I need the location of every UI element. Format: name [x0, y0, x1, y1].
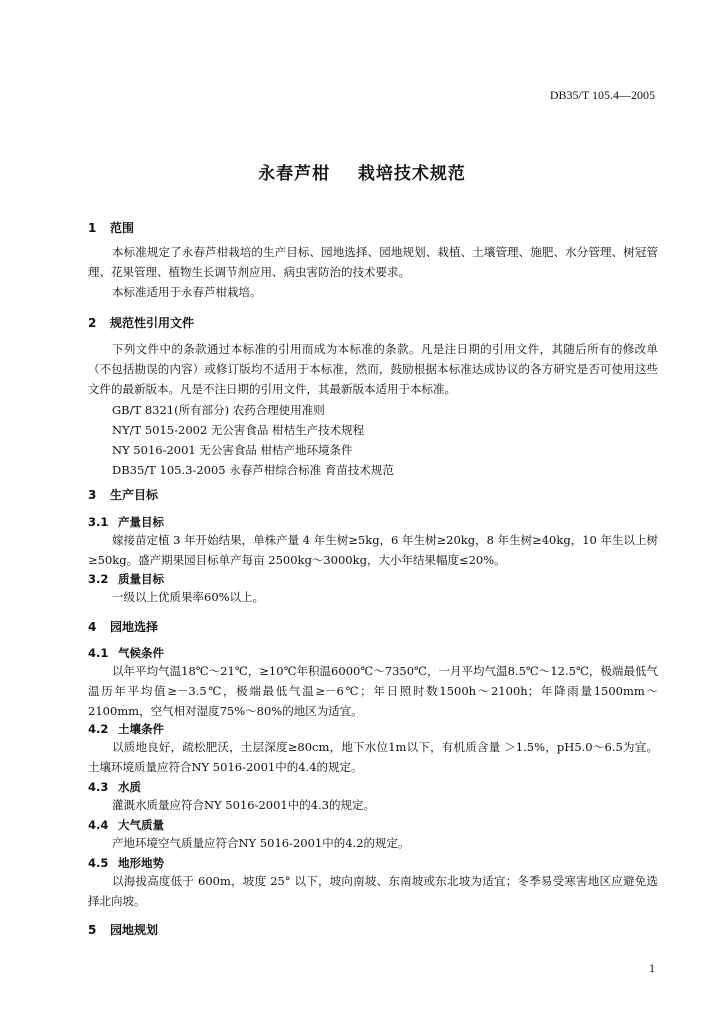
section-3-heading	[88, 486, 158, 503]
subsection-title: 质量目标	[118, 572, 164, 586]
section-5-heading	[88, 921, 158, 938]
section-title: 规范性引用文件	[110, 316, 195, 330]
subsection-number: 3.1	[88, 515, 109, 529]
section-number: 3	[88, 488, 97, 502]
reference-item: GB/T 8321(所有部分) 农药合理使用准则	[112, 403, 325, 417]
paragraph: 以质地良好，疏松肥沃，土层深度≥80cm，地下水位1m以下，有机质含量 ＞1.5%，pH5.0～6.5为宜。土壤环境质量应符合NY 5016-2001中的4.4的规定。	[88, 740, 658, 774]
paragraph: 本标准适用于永春芦柑栽培。	[112, 285, 262, 299]
subsection-heading	[88, 514, 164, 530]
subsection-title: 气候条件	[118, 646, 164, 660]
reference-item: NY 5016-2001 无公害食品 柑桔产地环境条件	[112, 443, 353, 457]
paragraph: 一级以上优质果率60%以上。	[112, 590, 265, 604]
subsection-heading	[88, 571, 164, 587]
subsection-number: 4.1	[88, 646, 109, 660]
subsection-number: 4.2	[88, 722, 109, 736]
subsection-heading	[88, 721, 164, 737]
subsection-heading	[88, 855, 164, 871]
subsection-heading	[88, 645, 164, 661]
section-1-heading	[88, 219, 134, 236]
paragraph: 嫁接苗定植 3 年开始结果，单株产量 4 年生树≥5kg，6 年生树≥20kg，8 年生树≥40kg，10 年生以上树≥50kg。盛产期果园目标单产每亩 2500kg～3000kg，大小年结果幅度≤20%。	[88, 533, 658, 567]
section-number: 5	[88, 923, 97, 937]
reference-item: NY/T 5015-2002 无公害食品 柑桔生产技术规程	[112, 423, 365, 437]
section-4-heading	[88, 618, 158, 635]
paragraph: 下列文件中的条款通过本标准的引用而成为本标准的条款。凡是注日期的引用文件，其随后所有的修改单（不包括勘误的内容）或修订版均不适用于本标准，然而，鼓励根据本标准达成协议的各方研究是否可使用这些文件的最新版本。凡是不注日期的引用文件，其最新版本适用于本标准。	[88, 342, 658, 396]
subsection-number: 3.2	[88, 572, 109, 586]
paragraph: 以年平均气温18℃～21℃，≥10℃年积温6000℃～7350℃，一月平均气温8.5℃～12.5℃，极端最低气温历年平均值≥－3.5℃，极端最低气温≥－6℃；年日照时数1500h～2100h；年降雨量1500mm～2100mm，空气相对湿度75%～80%的地区为适宜。	[88, 664, 658, 718]
subsection-heading	[88, 817, 164, 833]
subsection-title: 地形地势	[118, 856, 164, 870]
reference-item: DB35/T 105.3-2005 永春芦柑综合标准 育苗技术规范	[112, 463, 394, 477]
subsection-heading	[88, 779, 141, 795]
subsection-title: 大气质量	[118, 818, 164, 832]
section-title: 园地规划	[110, 923, 159, 937]
subsection-title: 产量目标	[118, 515, 164, 529]
section-number: 4	[88, 620, 97, 634]
paragraph: 产地环境空气质量应符合NY 5016-2001中的4.2的规定。	[112, 836, 410, 850]
section-2-heading	[88, 314, 194, 331]
subsection-title: 水质	[118, 780, 141, 794]
paragraph: 灌溉水质量应符合NY 5016-2001中的4.3的规定。	[112, 798, 376, 812]
standard-code: DB35/T 105.4—2005	[549, 88, 655, 102]
subsection-number: 4.3	[88, 780, 109, 794]
paragraph: 本标准规定了永春芦柑栽培的生产目标、园地选择、园地规划、栽植、土壤管理、施肥、水分管理、树冠管理、花果管理、植物生长调节剂应用、病虫害防治的技术要求。	[88, 245, 658, 279]
paragraph: 以海拔高度低于 600m，坡度 25° 以下，坡向南坡、东南坡或东北坡为适宜；冬季易受寒害地区应避免选择北向坡。	[88, 874, 658, 908]
section-number: 1	[88, 221, 97, 235]
section-title: 生产目标	[110, 488, 159, 502]
subsection-number: 4.4	[88, 818, 109, 832]
section-number: 2	[88, 316, 97, 330]
section-title: 园地选择	[110, 620, 159, 634]
subsection-number: 4.5	[88, 856, 109, 870]
subsection-title: 土壤条件	[118, 722, 164, 736]
document-title: 永春芦柑 栽培技术规范	[258, 164, 466, 184]
page-number: 1	[649, 961, 655, 975]
section-title: 范围	[110, 221, 135, 235]
